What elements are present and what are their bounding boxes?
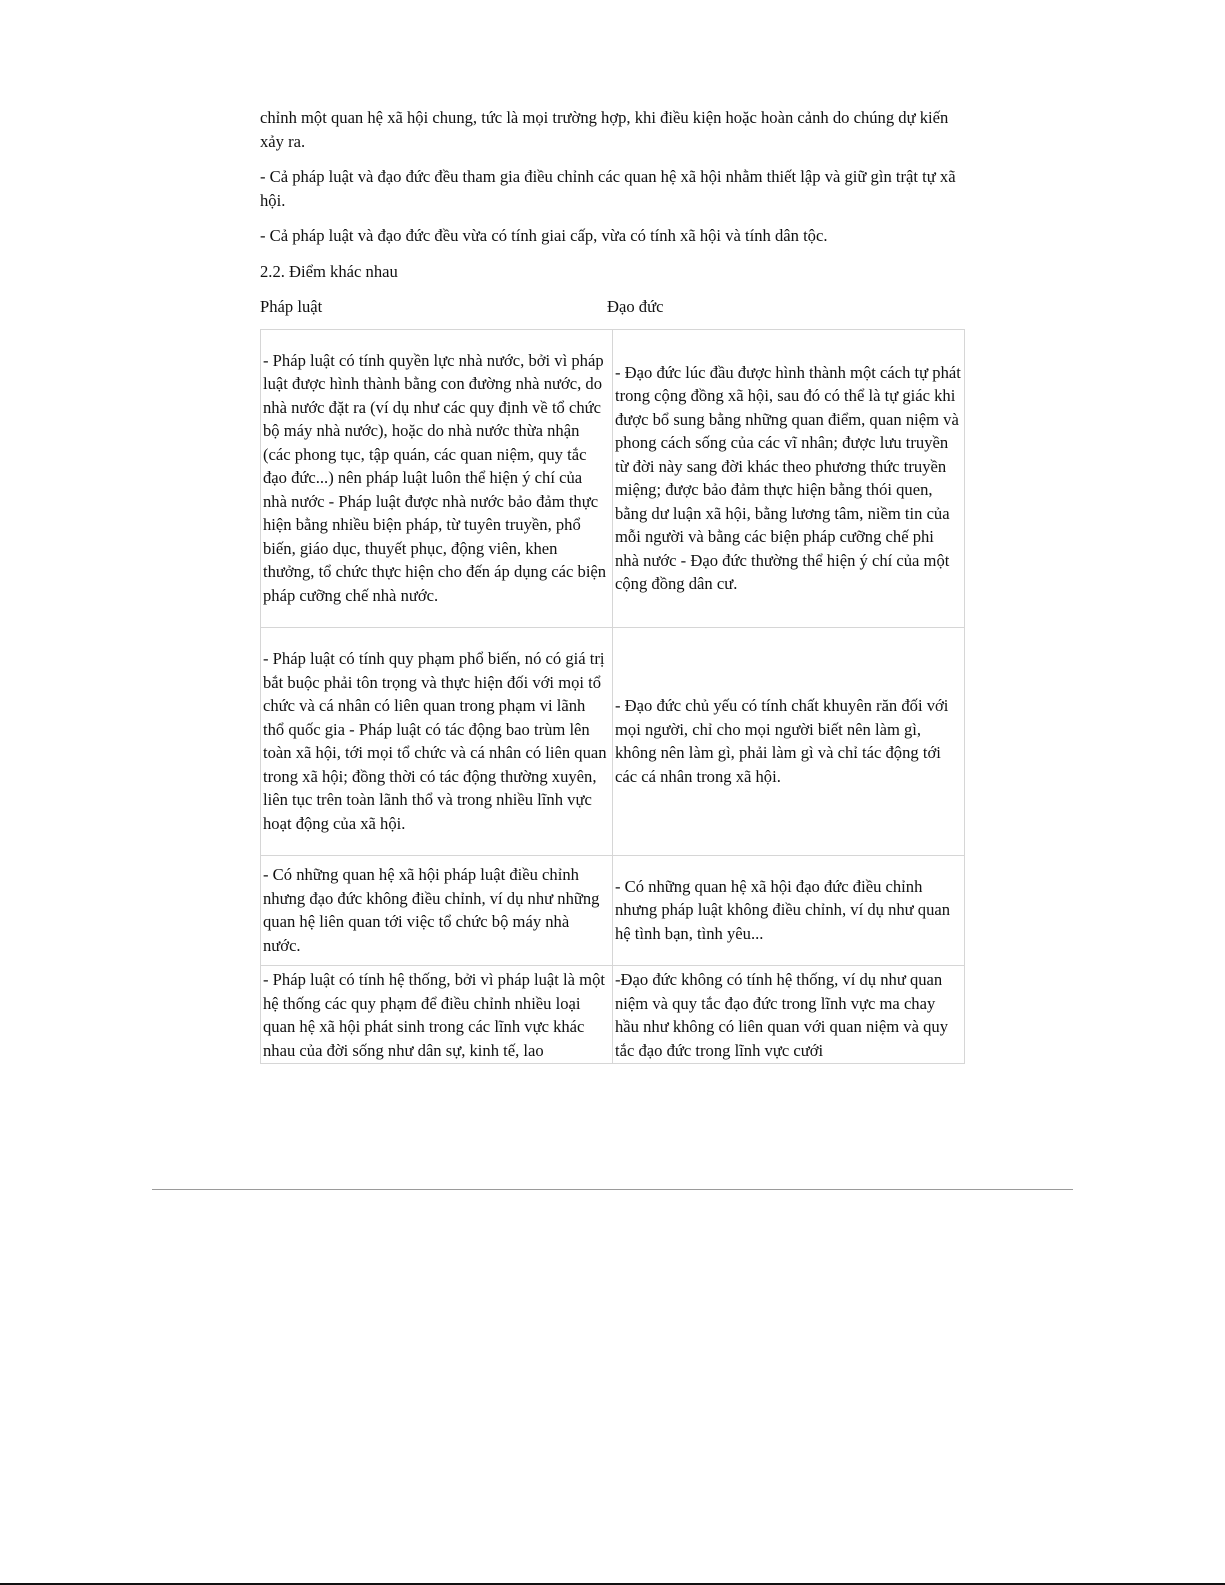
law-cell: - Pháp luật có tính quy phạm phổ biến, nó có giá trị bắt buộc phải tôn trọng và thực hiện đối với mọi tổ chức và cá nhân có liên quan trong phạm vi lãnh thổ quốc gia - Pháp luật có tác động bao trùm lên toàn xã hội, tới mọi tổ chức và cá nhân có liên quan trong xã hội; đồng thời có tác động thường xuyên, liên tục trên toàn lãnh thổ và trong nhiều lĩnh vực hoạt động của xã hội. <box>261 628 613 856</box>
paragraph: - Cả pháp luật và đạo đức đều tham gia điều chỉnh các quan hệ xã hội nhằm thiết lập và giữ gìn trật tự xã hội. <box>260 167 956 210</box>
table-row <box>261 966 965 1064</box>
ethics-cell <box>613 966 965 1064</box>
ethics-cell-text: -Đạo đức không có tính hệ thống, ví dụ như quan niệm và quy tắc đạo đức trong lĩnh vực ma chay hầu như không có liên quan với quan niệm và quy tắc đạo đức trong lĩnh vực cưới <box>615 970 948 1060</box>
document-body <box>260 106 965 1064</box>
ethics-cell: - Đạo đức chủ yếu có tính chất khuyên răn đối với mọi người, chỉ cho mọi người biết nên làm gì, không nên làm gì, phải làm gì và chỉ tác động tới các cá nhân trong xã hội. <box>613 628 965 856</box>
table-row <box>261 628 965 856</box>
law-cell: - Có những quan hệ xã hội pháp luật điều chỉnh nhưng đạo đức không điều chỉnh, ví dụ như những quan hệ liên quan tới việc tổ chức bộ máy nhà nước. <box>261 856 613 966</box>
law-cell: - Pháp luật có tính quyền lực nhà nước, bởi vì pháp luật được hình thành bằng con đường nhà nước, do nhà nước đặt ra (ví dụ như các quy định về tổ chức bộ máy nhà nước), hoặc do nhà nước thừa nhận (các phong tục, tập quán, các quan niệm, quy tắc đạo đức...) nên pháp luật luôn thể hiện ý chí của nhà nước - Pháp luật được nhà nước bảo đảm thực hiện bằng nhiều biện pháp, từ tuyên truyền, phổ biến, giáo dục, thuyết phục, động viên, khen thưởng, tổ chức thực hiện cho đến áp dụng các biện pháp cưỡng chế nhà nước. <box>261 330 613 628</box>
paragraph: - Cả pháp luật và đạo đức đều vừa có tính giai cấp, vừa có tính xã hội và tính dân tộc. <box>260 226 828 245</box>
law-cell-text: - Pháp luật có tính hệ thống, bởi vì pháp luật là một hệ thống các quy phạm để điều chỉnh nhiều loại quan hệ xã hội phát sinh trong các lĩnh vực khác nhau của đời sống như dân sự, kinh tế, lao <box>263 970 605 1060</box>
section-heading: 2.2. Điểm khác nhau <box>260 261 398 281</box>
comparison-table <box>260 329 965 1064</box>
table-row <box>261 330 965 628</box>
paragraph: chỉnh một quan hệ xã hội chung, tức là mọi trường hợp, khi điều kiện hoặc hoàn cảnh do chúng dự kiến xảy ra. <box>260 108 949 151</box>
column-header-law: Pháp luật <box>260 297 323 316</box>
ethics-cell: - Có những quan hệ xã hội đạo đức điều chỉnh nhưng pháp luật không điều chỉnh, ví dụ như quan hệ tình bạn, tình yêu... <box>613 856 965 966</box>
ethics-cell: - Đạo đức lúc đầu được hình thành một cách tự phát trong cộng đồng xã hội, sau đó có thể là tự giác khi được bổ sung bằng những quan điểm, quan niệm và phong cách sống của các vĩ nhân; được lưu truyền từ đời này sang đời khác theo phương thức truyền miệng; được bảo đảm thực hiện bằng thói quen, bằng dư luận xã hội, bằng lương tâm, niềm tin của mỗi người và bằng các biện pháp cưỡng chế phi nhà nước - Đạo đức thường thể hiện ý chí của một cộng đồng dân cư. <box>613 330 965 628</box>
table-row <box>261 856 965 966</box>
column-header-ethics: Đạo đức <box>607 297 664 316</box>
page-separator <box>152 1189 1073 1190</box>
column-headers <box>260 295 965 319</box>
law-cell <box>261 966 613 1064</box>
